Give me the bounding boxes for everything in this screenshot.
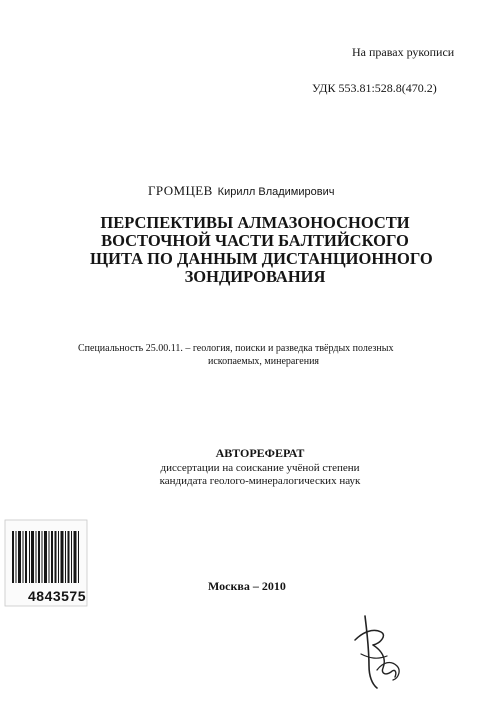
title-line: ВОСТОЧНОЙ ЧАСТИ БАЛТИЙСКОГО [101, 231, 409, 250]
specialty-line: ископаемых, минерагения [208, 356, 320, 367]
abstract-heading: АВТОРЕФЕРАТ [215, 446, 305, 460]
title-line: ПЕРСПЕКТИВЫ АЛМАЗОНОСНОСТИ [100, 213, 410, 232]
author-surname: ГРОМЦЕВ [148, 183, 213, 198]
thesis-title [90, 213, 433, 286]
barcode-number: 4843575 [28, 588, 87, 604]
abstract-line: кандидата геолого-минералогических наук [159, 475, 361, 487]
author-line [148, 183, 334, 199]
specialty-block [78, 342, 393, 368]
manuscript-note: На правах рукописи [352, 45, 455, 59]
signature-icon [347, 610, 407, 695]
abstract-line: диссертации на соискание учёной степени [160, 462, 360, 474]
udc-code: УДК 553.81:528.8(470.2) [312, 81, 437, 95]
specialty-line: Специальность 25.00.11. – геология, поиски и разведка твёрдых полезных [78, 343, 394, 354]
abstract-block [110, 447, 410, 488]
title-line: ЩИТА ПО ДАННЫМ ДИСТАНЦИОННОГО [90, 249, 433, 268]
place-year: Москва – 2010 [208, 579, 286, 593]
author-given-names: Кирилл Владимирович [217, 186, 335, 198]
title-line: ЗОНДИРОВАНИЯ [184, 267, 326, 286]
